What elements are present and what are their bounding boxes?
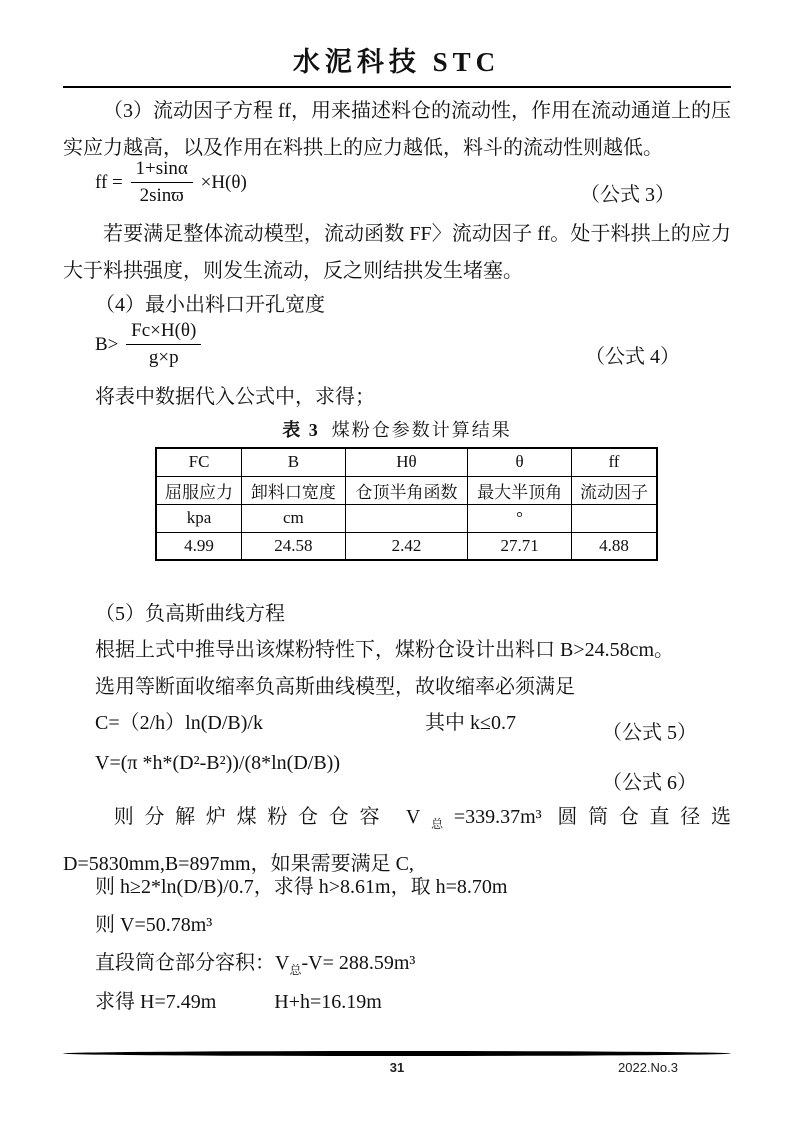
table-cell: B	[242, 448, 346, 476]
journal-title: 水泥科技 STC	[292, 47, 501, 77]
header-divider	[63, 86, 731, 88]
paragraph-height: 则 h≥2*ln(D/B)/0.7，求得 h>8.61m，取 h=8.70m	[95, 876, 508, 898]
formula-5-expression: C=（2/h）ln(D/B)/k	[95, 712, 263, 734]
table-row-values	[156, 532, 657, 560]
paragraph-flow-factor: （3）流动因子方程 ff，用来描述料仓的流动性，作用在流动通道上的压实应力越高，以及作用在料拱上的应力越低，料斗的流动性则越低。	[63, 100, 731, 159]
table-cell: 仓顶半角函数	[345, 476, 467, 504]
table-cell: 卸料口宽度	[242, 476, 346, 504]
table-cell: 4.99	[156, 532, 242, 560]
paragraph-model: 选用等断面收缩率负高斯曲线模型，故收缩率必须满足	[95, 676, 575, 698]
formula-3-numerator: 1+sinα	[131, 158, 193, 183]
table-cell: 2.42	[345, 532, 467, 560]
table-cell: 屈服应力	[156, 476, 242, 504]
table-caption-label: 表 3	[282, 420, 320, 440]
v-total-subscript: 总	[420, 817, 454, 831]
table-cell	[345, 504, 467, 532]
table-caption	[63, 416, 731, 442]
formula-4-lhs: B>	[95, 333, 119, 355]
table-cell: cm	[242, 504, 346, 532]
formula-4-denominator: g×p	[148, 347, 179, 368]
table-cell	[571, 504, 657, 532]
table-cell: 24.58	[242, 532, 346, 560]
table-row-names	[156, 476, 657, 504]
table-cell: 4.88	[571, 532, 657, 560]
page-number: 31	[389, 1060, 405, 1075]
table-cell: θ	[468, 448, 572, 476]
paragraph-mass-flow: 若要满足整体流动模型，流动函数 FF〉流动因子 ff。处于料拱上的应力大于料拱强度，则发生流动，反之则结拱发生堵塞。	[63, 223, 731, 282]
footer-divider	[63, 1051, 731, 1056]
paragraph-volume-part2: =339.37m³ 圆筒仓直径选 D=5830mm,B=897mm，如果需要满足 C,	[63, 806, 731, 875]
formula-5-label: （公式 5）	[602, 722, 697, 744]
formula-4-fraction	[126, 320, 201, 369]
formula-3-fraction	[131, 158, 193, 207]
table-caption-text: 煤粉仓参数计算结果	[331, 420, 512, 440]
formula-3-lhs: ff =	[95, 171, 123, 193]
table-cell: 最大半顶角	[468, 476, 572, 504]
paragraph-final-part2: H+h=16.19m	[274, 991, 382, 1013]
formula-4-numerator: Fc×H(θ)	[126, 320, 201, 345]
formula-5-condition: 其中 k≤0.7	[425, 712, 516, 734]
table-cell: FC	[156, 448, 242, 476]
table-row-symbols	[156, 448, 657, 476]
table-row-units	[156, 504, 657, 532]
paragraph-volume-part1: 则分解炉煤粉仓仓容 V	[103, 806, 421, 828]
issue-number: 2022.No.3	[618, 1060, 678, 1075]
formula-6-expression: V=(π *h*(D²-B²))/(8*ln(D/B))	[95, 752, 340, 774]
v-total-subscript: 总	[289, 963, 302, 977]
table-cell: ff	[571, 448, 657, 476]
table-cell: 27.71	[468, 532, 572, 560]
paragraph-final-part1: 求得 H=7.49m	[95, 991, 217, 1013]
formula-6-label: （公式 6）	[602, 772, 697, 794]
formula-4	[95, 320, 204, 369]
formula-3-rhs: ×H(θ)	[200, 171, 247, 193]
parameters-table	[155, 447, 658, 561]
paragraph-substitute: 将表中数据代入公式中，求得；	[95, 386, 375, 408]
table-cell: kpa	[156, 504, 242, 532]
paragraph-straight-part1: 直段筒仓部分容积：V	[95, 952, 290, 974]
paragraph-final-result	[95, 985, 382, 1014]
formula-3	[95, 158, 247, 207]
formula-3-denominator: 2sinϖ	[139, 185, 184, 206]
formula-3-label: （公式 3）	[580, 184, 675, 206]
formula-4-label: （公式 4）	[585, 346, 680, 368]
table-cell: °	[468, 504, 572, 532]
paragraph-v-result: 则 V=50.78m³	[95, 914, 213, 936]
paragraph-straight-section	[95, 946, 415, 978]
table-cell: 流动因子	[571, 476, 657, 504]
paragraph-straight-part2: -V= 288.59m³	[301, 952, 416, 974]
table-cell: Hθ	[345, 448, 467, 476]
paragraph-derive: 根据上式中推导出该煤粉特性下，煤粉仓设计出料口 B>24.58cm。	[95, 639, 675, 661]
heading-section-4: （4）最小出料口开孔宽度	[95, 294, 325, 316]
heading-section-5: （5）负高斯曲线方程	[95, 603, 285, 625]
